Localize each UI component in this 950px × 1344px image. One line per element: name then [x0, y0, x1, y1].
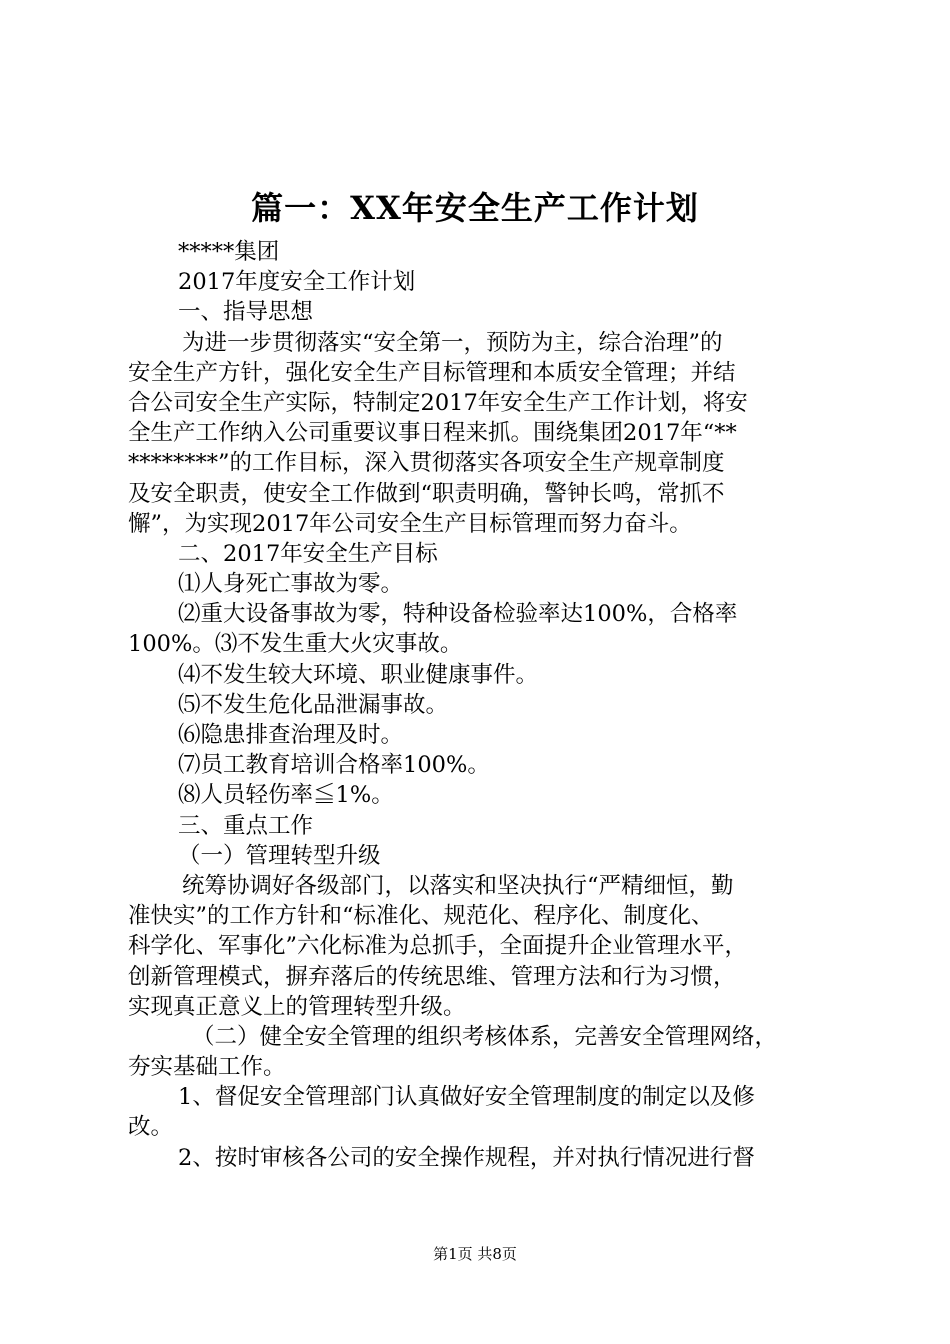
text-line: ⑸不发生危化品泄漏事故。: [178, 691, 449, 718]
text-line: ⑻人员轻伤率≦1%。: [178, 782, 394, 809]
page-footer: 第1页 共8页: [433, 1245, 517, 1263]
text-line: ⑵重大设备事故为零，特种设备检验率达100%，合格率: [178, 601, 738, 628]
text-line: 夯实基础工作。: [128, 1054, 286, 1081]
document-body: [128, 237, 834, 1173]
text-line: ⑴人身死亡事故为零。: [178, 571, 404, 598]
text-line: *****集团: [178, 239, 280, 265]
text-line: 100%。⑶不发生重大火灾事故。: [128, 631, 463, 658]
text-line: 一、指导思想: [178, 299, 314, 326]
text-line: 2、按时审核各公司的安全操作规程，并对执行情况进行督: [178, 1144, 755, 1171]
text-line: 三、重点工作: [178, 812, 314, 839]
text-line: 懈”，为实现2017年公司安全生产目标管理而努力奋斗。: [128, 510, 692, 537]
text-line: ⑷不发生较大环境、职业健康事件。: [178, 661, 539, 688]
text-line: 全生产工作纳入公司重要议事日程来抓。围绕集团2017年“**: [128, 420, 737, 447]
text-line: 二、2017年安全生产目标: [178, 540, 438, 567]
text-line: 统筹协调好各级部门，以落实和坚决执行“严精细恒，勤: [182, 872, 734, 899]
text-line: 改。: [128, 1114, 174, 1141]
text-line: 合公司安全生产实际，特制定2017年安全生产工作计划，将安: [128, 389, 748, 416]
text-line: 安全生产方针，强化安全生产目标管理和本质安全管理；并结: [128, 359, 736, 386]
text-line: 创新管理模式，摒弃落后的传统思维、管理方法和行为习惯，: [128, 963, 736, 990]
text-line: 实现真正意义上的管理转型升级。: [128, 993, 466, 1020]
text-line: ********”的工作目标，深入贯彻落实各项安全生产规章制度: [128, 450, 725, 477]
text-line: 准快实”的工作方针和“标准化、规范化、程序化、制度化、: [128, 903, 714, 930]
text-line: 科学化、军事化”六化标准为总抓手，全面提升企业管理水平，: [128, 933, 748, 960]
text-line: ⑹隐患排查治理及时。: [178, 722, 404, 748]
text-line: （二）健全安全管理的组织考核体系，完善安全管理网络，: [192, 1023, 778, 1050]
text-line: ⑺员工教育培训合格率100%。: [178, 752, 490, 779]
text-line: 为进一步贯彻落实“安全第一，预防为主，综合治理”的: [182, 329, 723, 356]
text-line: 及安全职责，使安全工作做到“职责明确，警钟长鸣，常抓不: [128, 480, 725, 507]
text-line: 2017年度安全工作计划: [178, 269, 416, 296]
text-line: 1、督促安全管理部门认真做好安全管理制度的制定以及修: [178, 1084, 755, 1111]
text-line: （一）管理转型升级: [178, 842, 381, 869]
document-title: 篇一：XX年安全生产工作计划: [251, 189, 699, 227]
